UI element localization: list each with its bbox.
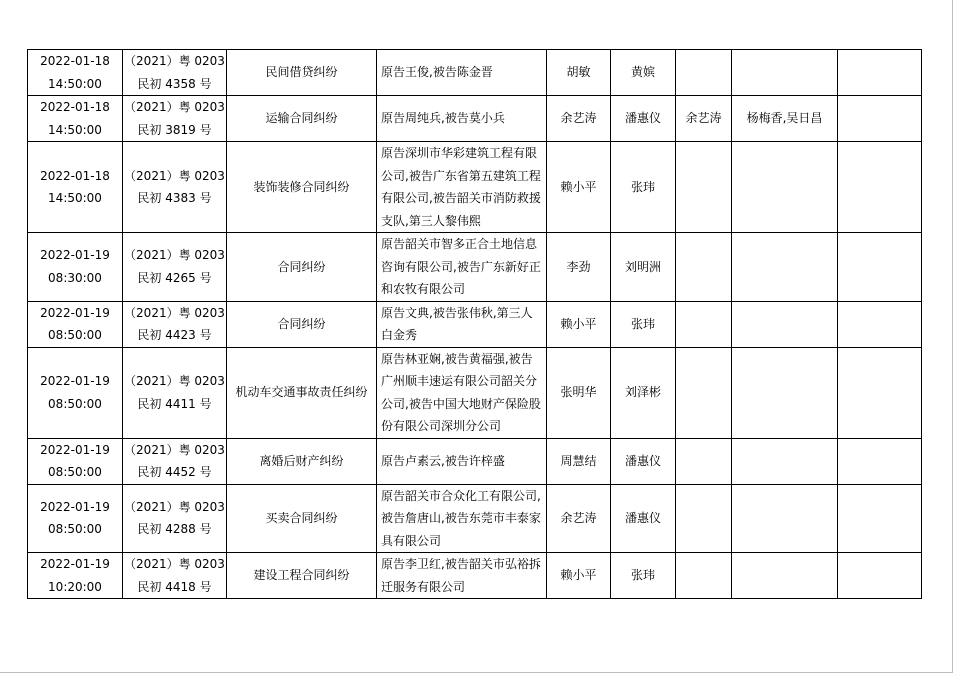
panel-members: 杨梅香,吴日昌 bbox=[746, 111, 823, 126]
parties-line: 原告深圳市华彩建筑工程有限 bbox=[381, 146, 538, 160]
panel-members-cell bbox=[732, 50, 838, 96]
case-cause-cell bbox=[227, 301, 377, 347]
hearing-date: 2022-01-19 bbox=[40, 499, 110, 514]
case-number: 民初 4265 号 bbox=[137, 270, 212, 285]
case-cause-cell bbox=[227, 484, 377, 553]
case-cause: 合同纠纷 bbox=[277, 316, 326, 331]
presiding-judge: 赖小平 bbox=[560, 568, 597, 583]
presiding-judge-cell bbox=[547, 347, 611, 438]
case-cause-cell bbox=[227, 438, 377, 484]
panel-members-cell bbox=[732, 301, 838, 347]
parties-line: 原告韶关市合众化工有限公司, bbox=[381, 488, 541, 503]
parties-cell bbox=[377, 553, 547, 599]
case-number-prefix: （2021）粤 0203 bbox=[124, 557, 225, 571]
case-cause: 买卖合同纠纷 bbox=[265, 511, 338, 525]
clerk: 黄嫔 bbox=[630, 65, 655, 80]
hearing-datetime-cell bbox=[28, 301, 123, 347]
presiding-judge-cell bbox=[547, 50, 611, 96]
case-cause: 离婚后财产纠纷 bbox=[259, 453, 344, 468]
table-row bbox=[28, 347, 922, 438]
parties-line: 份有限公司深圳分公司 bbox=[381, 419, 502, 433]
hearing-time: 10:20:00 bbox=[48, 579, 102, 594]
case-number-cell bbox=[123, 347, 227, 438]
hearing-time: 08:50:00 bbox=[48, 465, 102, 479]
hearing-date: 2022-01-18 bbox=[40, 168, 110, 183]
clerk-cell bbox=[611, 438, 676, 484]
clerk: 张玮 bbox=[630, 316, 655, 331]
case-cause-cell bbox=[227, 347, 377, 438]
panel-members-cell bbox=[732, 553, 838, 599]
hearing-datetime-cell bbox=[28, 347, 123, 438]
parties-cell bbox=[377, 233, 547, 302]
juror-cell bbox=[676, 347, 732, 438]
juror-cell bbox=[676, 233, 732, 302]
hearing-time: 08:30:00 bbox=[48, 270, 102, 285]
remarks-cell bbox=[838, 301, 922, 347]
parties-line: 咨询有限公司,被告广东新好正 bbox=[381, 259, 541, 274]
hearing-datetime-cell bbox=[28, 484, 123, 553]
clerk-cell bbox=[611, 233, 676, 302]
juror-cell bbox=[676, 142, 732, 233]
clerk: 潘惠仪 bbox=[624, 111, 661, 126]
case-number: 民初 4423 号 bbox=[137, 328, 212, 342]
hearing-datetime-cell bbox=[28, 96, 123, 142]
table-row bbox=[28, 553, 922, 599]
case-number-cell bbox=[123, 142, 227, 233]
case-number-cell bbox=[123, 301, 227, 347]
parties-line: 广州顺丰速运有限公司韶关分 bbox=[381, 374, 538, 388]
clerk-cell bbox=[611, 50, 676, 96]
case-cause: 运输合同纠纷 bbox=[265, 111, 338, 126]
presiding-judge: 余艺涛 bbox=[560, 511, 597, 525]
case-cause: 民间借贷纠纷 bbox=[265, 65, 338, 80]
presiding-judge: 余艺涛 bbox=[560, 111, 597, 126]
presiding-judge-cell bbox=[547, 553, 611, 599]
hearing-date: 2022-01-19 bbox=[40, 305, 110, 320]
parties-line: 具有限公司 bbox=[381, 533, 442, 548]
juror-cell bbox=[676, 96, 732, 142]
parties-line: 原告李卫红,被告韶关市弘裕拆 bbox=[381, 557, 541, 571]
case-cause-cell bbox=[227, 96, 377, 142]
juror-cell bbox=[676, 553, 732, 599]
hearing-datetime-cell bbox=[28, 438, 123, 484]
parties-cell bbox=[377, 347, 547, 438]
hearing-time: 08:50:00 bbox=[48, 328, 102, 342]
case-number-cell bbox=[123, 50, 227, 96]
hearing-time: 08:50:00 bbox=[48, 522, 102, 537]
case-cause: 建设工程合同纠纷 bbox=[253, 568, 350, 583]
remarks-cell bbox=[838, 347, 922, 438]
remarks-cell bbox=[838, 553, 922, 599]
case-number-cell bbox=[123, 553, 227, 599]
case-number: 民初 3819 号 bbox=[137, 122, 212, 137]
hearing-date: 2022-01-19 bbox=[40, 248, 110, 263]
presiding-judge: 周慧结 bbox=[560, 453, 597, 468]
hearing-datetime-cell bbox=[28, 553, 123, 599]
hearing-time: 14:50:00 bbox=[48, 76, 102, 91]
juror-cell bbox=[676, 50, 732, 96]
case-number-prefix: （2021）粤 0203 bbox=[124, 305, 225, 320]
presiding-judge-cell bbox=[547, 142, 611, 233]
case-number-cell bbox=[123, 96, 227, 142]
presiding-judge: 赖小平 bbox=[560, 179, 597, 194]
case-cause: 装饰装修合同纠纷 bbox=[253, 179, 350, 194]
remarks-cell bbox=[838, 438, 922, 484]
presiding-judge: 赖小平 bbox=[560, 316, 597, 331]
parties-line: 被告詹唐山,被告东莞市丰泰家 bbox=[381, 511, 541, 525]
remarks-cell bbox=[838, 96, 922, 142]
table-row bbox=[28, 96, 922, 142]
case-cause: 合同纠纷 bbox=[277, 259, 326, 274]
parties-line: 公司,被告中国大地财产保险股 bbox=[381, 396, 541, 411]
case-cause: 机动车交通事故责任纠纷 bbox=[235, 385, 368, 400]
presiding-judge: 胡敏 bbox=[566, 65, 591, 80]
hearing-date: 2022-01-18 bbox=[40, 100, 110, 114]
panel-members-cell bbox=[732, 96, 838, 142]
juror: 余艺涛 bbox=[685, 111, 722, 126]
presiding-judge-cell bbox=[547, 233, 611, 302]
remarks-cell bbox=[838, 484, 922, 553]
case-cause-cell bbox=[227, 50, 377, 96]
clerk: 潘惠仪 bbox=[624, 511, 661, 525]
panel-members-cell bbox=[732, 438, 838, 484]
clerk: 刘明洲 bbox=[624, 259, 661, 274]
parties-line: 原告林亚娴,被告黄福强,被告 bbox=[381, 351, 533, 366]
case-number: 民初 4288 号 bbox=[137, 522, 212, 537]
presiding-judge: 李劲 bbox=[566, 259, 591, 274]
presiding-judge-cell bbox=[547, 96, 611, 142]
hearing-date: 2022-01-18 bbox=[40, 54, 110, 68]
case-cause-cell bbox=[227, 553, 377, 599]
parties-line: 和农牧有限公司 bbox=[381, 282, 466, 296]
parties-line: 原告文典,被告张伟秋,第三人 bbox=[381, 305, 533, 320]
table-row bbox=[28, 438, 922, 484]
case-cause-cell bbox=[227, 233, 377, 302]
panel-members-cell bbox=[732, 142, 838, 233]
case-number-cell bbox=[123, 233, 227, 302]
case-number-cell bbox=[123, 484, 227, 553]
parties-cell bbox=[377, 301, 547, 347]
parties-line: 有限公司,被告韶关市消防救援 bbox=[381, 191, 541, 205]
clerk: 潘惠仪 bbox=[624, 453, 661, 468]
parties-line: 公司,被告广东省第五建筑工程 bbox=[381, 168, 541, 183]
case-number: 民初 4358 号 bbox=[137, 76, 212, 91]
table-row bbox=[28, 142, 922, 233]
case-number-prefix: （2021）粤 0203 bbox=[124, 499, 225, 514]
case-number-cell bbox=[123, 438, 227, 484]
parties-line: 原告周纯兵,被告莫小兵 bbox=[381, 111, 505, 126]
clerk: 张玮 bbox=[630, 568, 655, 583]
clerk-cell bbox=[611, 347, 676, 438]
presiding-judge: 张明华 bbox=[560, 385, 597, 400]
case-number-prefix: （2021）粤 0203 bbox=[124, 54, 225, 68]
parties-cell bbox=[377, 484, 547, 553]
clerk-cell bbox=[611, 553, 676, 599]
presiding-judge-cell bbox=[547, 301, 611, 347]
remarks-cell bbox=[838, 50, 922, 96]
clerk-cell bbox=[611, 301, 676, 347]
hearing-time: 08:50:00 bbox=[48, 396, 102, 411]
parties-cell bbox=[377, 142, 547, 233]
hearing-datetime-cell bbox=[28, 142, 123, 233]
hearing-datetime-cell bbox=[28, 233, 123, 302]
parties-line: 原告王俊,被告陈金晋 bbox=[381, 65, 493, 80]
clerk: 刘泽彬 bbox=[624, 385, 661, 400]
clerk-cell bbox=[611, 484, 676, 553]
table-row bbox=[28, 50, 922, 96]
case-number: 民初 4411 号 bbox=[137, 396, 212, 411]
presiding-judge-cell bbox=[547, 438, 611, 484]
panel-members-cell bbox=[732, 233, 838, 302]
table-row bbox=[28, 301, 922, 347]
hearing-time: 14:50:00 bbox=[48, 191, 102, 205]
table-row bbox=[28, 484, 922, 553]
hearing-date: 2022-01-19 bbox=[40, 557, 110, 571]
parties-line: 原告卢素云,被告许梓盛 bbox=[381, 453, 505, 468]
parties-line: 迁服务有限公司 bbox=[381, 579, 466, 594]
clerk-cell bbox=[611, 142, 676, 233]
juror-cell bbox=[676, 301, 732, 347]
panel-members-cell bbox=[732, 347, 838, 438]
presiding-judge-cell bbox=[547, 484, 611, 553]
case-number-prefix: （2021）粤 0203 bbox=[124, 248, 225, 263]
hearing-date: 2022-01-19 bbox=[40, 374, 110, 388]
hearing-datetime-cell bbox=[28, 50, 123, 96]
parties-cell bbox=[377, 96, 547, 142]
remarks-cell bbox=[838, 142, 922, 233]
hearing-schedule-table bbox=[27, 49, 922, 599]
table-row bbox=[28, 233, 922, 302]
parties-line: 原告韶关市智多正合土地信息 bbox=[381, 237, 538, 251]
hearing-time: 14:50:00 bbox=[48, 122, 102, 137]
parties-line: 白金秀 bbox=[381, 328, 418, 342]
case-cause-cell bbox=[227, 142, 377, 233]
parties-cell bbox=[377, 50, 547, 96]
juror-cell bbox=[676, 484, 732, 553]
remarks-cell bbox=[838, 233, 922, 302]
case-number: 民初 4418 号 bbox=[137, 579, 212, 594]
juror-cell bbox=[676, 438, 732, 484]
parties-cell bbox=[377, 438, 547, 484]
case-number-prefix: （2021）粤 0203 bbox=[124, 442, 225, 457]
case-number: 民初 4383 号 bbox=[137, 191, 212, 205]
parties-line: 支队,第三人黎伟熙 bbox=[381, 213, 481, 228]
case-number: 民初 4452 号 bbox=[137, 465, 212, 479]
case-number-prefix: （2021）粤 0203 bbox=[124, 168, 225, 183]
clerk-cell bbox=[611, 96, 676, 142]
case-number-prefix: （2021）粤 0203 bbox=[124, 100, 225, 114]
hearing-date: 2022-01-19 bbox=[40, 442, 110, 457]
clerk: 张玮 bbox=[630, 179, 655, 194]
case-number-prefix: （2021）粤 0203 bbox=[124, 374, 225, 388]
panel-members-cell bbox=[732, 484, 838, 553]
